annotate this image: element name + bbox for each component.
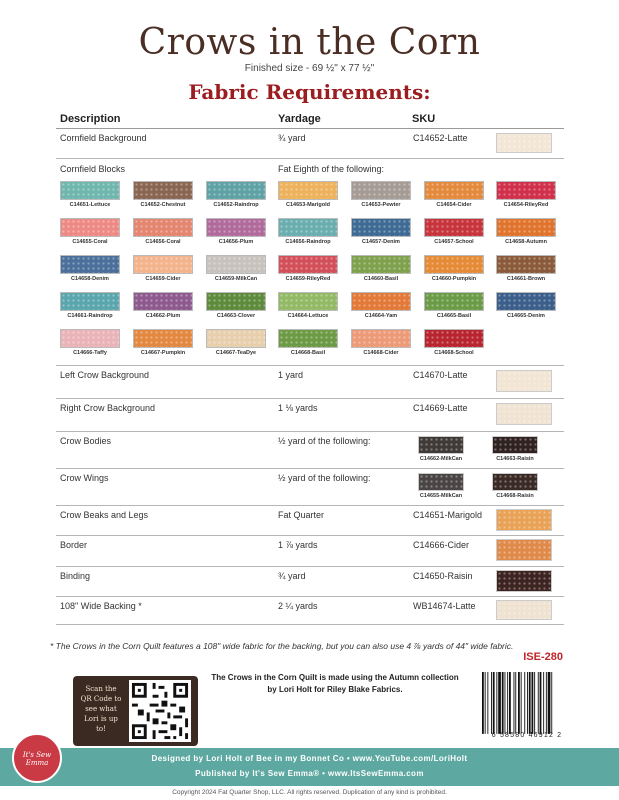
swatch-label: C14659-Cider	[145, 276, 181, 282]
row-description: Crow Wings	[60, 473, 109, 483]
fabric-requirements-heading: Fabric Requirements:	[188, 80, 431, 104]
swatch-label: C14668-School	[434, 350, 474, 356]
fabric-swatch	[496, 292, 556, 311]
row-yardage: ¾ yard	[278, 571, 306, 581]
swatch-label: C14651-Lettuce	[69, 202, 111, 208]
row-yardage: 1 ⅞ yards	[278, 540, 318, 550]
swatch-label: C14660-Pumpkin	[431, 276, 477, 282]
fabric-swatch	[133, 329, 193, 348]
fabric-swatch	[133, 292, 193, 311]
publisher-credit: Published by It's Sew Emma® • www.ItsSewEmma.com	[195, 769, 424, 778]
fabric-swatch	[351, 181, 411, 200]
swatch-label: C14667-TeaDye	[215, 350, 257, 356]
row-description: Crow Beaks and Legs	[60, 510, 149, 520]
swatch-label: C14667-Pumpkin	[140, 350, 186, 356]
qr-caption: Scan the QR Code to see what Lori is up to!	[80, 685, 122, 733]
table-row	[56, 567, 564, 597]
fabric-swatch	[351, 255, 411, 274]
row-yardage: 1 ⅛ yards	[278, 403, 318, 413]
swatch-label: C14658-Autumn	[505, 239, 547, 245]
finished-size: Finished size - 69 ½" x 77 ½"	[244, 63, 375, 74]
table-row	[56, 366, 564, 399]
fabric-swatch	[206, 255, 266, 274]
fabric-swatch	[206, 329, 266, 348]
fabric-swatch	[351, 292, 411, 311]
swatch-label: C14656-Raindrop	[285, 239, 331, 245]
description-header: Description	[60, 113, 121, 125]
fabric-swatch	[206, 181, 266, 200]
pattern-title: Crows in the Corn	[138, 22, 481, 63]
table-row	[56, 506, 564, 536]
fabric-swatch	[60, 292, 120, 311]
fabric-swatch	[133, 181, 193, 200]
row-sku: C14669-Latte	[413, 403, 468, 413]
row-description: Right Crow Background	[60, 403, 156, 413]
swatch-label: C14655-MilkCan	[419, 493, 463, 499]
fabric-swatch	[351, 218, 411, 237]
row-description: Border	[60, 540, 88, 550]
fabric-swatch	[424, 181, 484, 200]
fabric-swatch	[424, 329, 484, 348]
row-sku: WB14674-Latte	[413, 601, 476, 611]
swatch-label: C14654-RileyRed	[503, 202, 549, 208]
swatch-label: C14662-MilkCan	[419, 456, 463, 462]
designer-credit: Designed by Lori Holt of Bee in my Bonnet Co • www.YouTube.com/LoriHolt	[151, 754, 468, 763]
fabric-swatch	[206, 292, 266, 311]
fabric-swatch	[496, 181, 556, 200]
swatch-label: C14665-Denim	[507, 313, 545, 319]
fabric-swatch	[496, 403, 552, 425]
row-description: Cornfield Blocks	[60, 164, 126, 174]
qr-code-panel	[73, 676, 198, 746]
fabric-swatch	[424, 218, 484, 237]
swatch-label: C14659-MilkCan	[214, 276, 258, 282]
swatch-label: C14663-Raisin	[496, 456, 534, 462]
fabric-swatch	[496, 255, 556, 274]
row-description: 108" Wide Backing *	[60, 601, 142, 611]
row-sku: C14650-Raisin	[413, 571, 473, 581]
swatch-label: C14663-Clover	[216, 313, 256, 319]
fabric-swatch	[496, 370, 552, 392]
collection-note: The Crows in the Corn Quilt is made using the Autumn collection by Lori Holt for Riley Blake Fabrics.	[211, 673, 459, 694]
footer-band	[0, 748, 619, 786]
table-row	[56, 159, 564, 366]
row-sku: C14651-Marigold	[413, 510, 483, 520]
swatch-label: C14661-Brown	[506, 276, 546, 282]
pattern-code: ISE-280	[523, 651, 563, 663]
fabric-swatch	[492, 436, 538, 454]
row-description: Crow Bodies	[60, 436, 112, 446]
fabric-swatch	[278, 292, 338, 311]
fabric-swatch	[60, 181, 120, 200]
row-yardage: Fat Eighth of the following:	[278, 164, 385, 174]
publisher-logo	[12, 733, 62, 783]
table-row	[56, 432, 564, 469]
swatch-label: C14665-Basil	[436, 313, 472, 319]
row-yardage: ¾ yard	[278, 133, 306, 143]
row-sku: C14666-Cider	[413, 540, 470, 550]
fabric-swatch	[496, 509, 552, 531]
row-yardage: ½ yard of the following:	[278, 436, 371, 446]
fabric-swatch	[496, 133, 552, 153]
swatch-label: C14668-Raisin	[496, 493, 534, 499]
swatch-label: C14656-Coral	[145, 239, 181, 245]
swatch-label: C14657-School	[434, 239, 474, 245]
row-yardage: Fat Quarter	[278, 510, 325, 520]
backing-footnote: * The Crows in the Corn Quilt features a 108" wide fabric for the backing, but you can also use 4 ⅞ yards of 44" wide fabric.	[50, 641, 514, 651]
fabric-swatch	[492, 473, 538, 491]
table-row	[56, 129, 564, 159]
yardage-header: Yardage	[278, 113, 321, 125]
row-yardage: 2 ¼ yards	[278, 601, 318, 611]
barcode-icon	[481, 672, 573, 736]
swatch-label: C14658-Denim	[71, 276, 109, 282]
swatch-label: C14664-Yam	[364, 313, 398, 319]
row-sku: C14670-Latte	[413, 370, 468, 380]
swatch-label: C14655-Coral	[72, 239, 108, 245]
fabric-table	[56, 128, 564, 624]
fabric-swatch	[60, 255, 120, 274]
copyright-notice: Copyright 2024 Fat Quarter Shop, LLC. All rights reserved. Duplication of any kind is prohibited.	[172, 789, 447, 796]
swatch-label: C14654-Cider	[436, 202, 472, 208]
fabric-swatch	[496, 570, 552, 592]
fabric-swatch	[60, 329, 120, 348]
swatch-label: C14664-Lettuce	[287, 313, 329, 319]
fabric-swatch	[496, 218, 556, 237]
row-description: Left Crow Background	[60, 370, 150, 380]
row-description: Cornfield Background	[60, 133, 147, 143]
fabric-swatch	[133, 255, 193, 274]
swatch-label: C14657-Denim	[362, 239, 400, 245]
barcode-number: 6 58580 46912 2	[491, 732, 563, 739]
fabric-swatch	[351, 329, 411, 348]
fabric-swatch	[496, 539, 552, 561]
fabric-swatch	[496, 600, 552, 620]
fabric-swatch	[60, 218, 120, 237]
fabric-swatch	[278, 218, 338, 237]
table-row	[56, 597, 564, 625]
swatch-label: C14662-Plum	[145, 313, 181, 319]
fabric-swatch	[206, 218, 266, 237]
fabric-swatch	[278, 181, 338, 200]
fabric-swatch	[424, 255, 484, 274]
swatch-label: C14666-Taffy	[73, 350, 107, 356]
table-row	[56, 536, 564, 567]
table-row	[56, 469, 564, 506]
row-yardage: ½ yard of the following:	[278, 473, 371, 483]
swatch-label: C14652-Chestnut	[140, 202, 186, 208]
swatch-label: C14668-Cider	[363, 350, 399, 356]
logo-text: It's Sew Emma	[22, 751, 52, 767]
swatch-label: C14652-Raindrop	[213, 202, 259, 208]
fabric-swatch	[278, 255, 338, 274]
fabric-swatch	[278, 329, 338, 348]
table-row	[56, 399, 564, 432]
fabric-swatch	[133, 218, 193, 237]
fabric-swatch	[418, 436, 464, 454]
swatch-label: C14659-RileyRed	[285, 276, 331, 282]
swatch-label: C14661-Raindrop	[67, 313, 113, 319]
row-sku: C14652-Latte	[413, 133, 468, 143]
swatch-label: C14660-Basil	[363, 276, 399, 282]
swatch-label: C14656-Plum	[218, 239, 254, 245]
fabric-swatch	[418, 473, 464, 491]
swatch-label: C14668-Basil	[290, 350, 326, 356]
fabric-swatch	[424, 292, 484, 311]
swatch-label: C14653-Marigold	[285, 202, 330, 208]
row-description: Binding	[60, 571, 91, 581]
sku-header: SKU	[412, 113, 436, 125]
row-yardage: 1 yard	[278, 370, 304, 380]
swatch-label: C14653-Pewter	[361, 202, 401, 208]
qr-code-icon[interactable]	[129, 680, 191, 742]
